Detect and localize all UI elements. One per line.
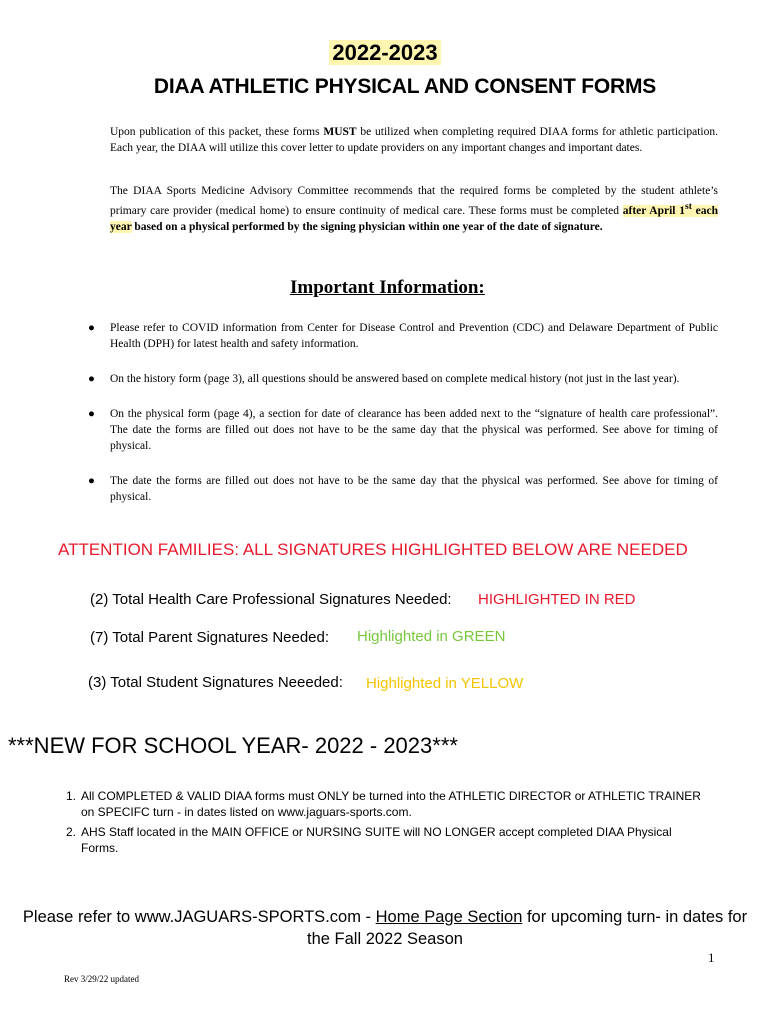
list-item: ● On the history form (page 3), all questions should be answered based on complete medical history (not just in the last year). [88, 373, 680, 385]
hcp-signatures-label: (2) Total Health Care Professional Signatures Needed: [90, 591, 452, 608]
parent-signatures-label: (7) Total Parent Signatures Needed: [90, 629, 330, 646]
page-title: DIAA ATHLETIC PHYSICAL AND CONSENT FORMS [153, 75, 657, 98]
home-page-section-link[interactable]: Home Page Section [375, 908, 523, 926]
parent-signatures-note: Highlighted in GREEN [357, 628, 506, 645]
bullet-icon: ● [88, 373, 95, 385]
hcp-signatures-note: HIGHLIGHTED IN RED [478, 591, 636, 608]
new-rules-list [66, 788, 706, 860]
bullet-icon: ● [88, 322, 95, 334]
footer-notice: Please refer to www.JAGUARS-SPORTS.com - Home Page Section for upcoming turn- in dates for the Fall 2022 Season [22, 908, 748, 948]
attention-banner: ATTENTION FAMILIES: ALL SIGNATURES HIGHLIGHTED BELOW ARE NEEDED [58, 540, 688, 559]
important-list [86, 320, 718, 524]
revision-note: Rev 3/29/22 updated [64, 974, 139, 984]
list-item: ● The date the forms are filled out does not have to be the same day that the physical was performed. See above for timing of physical. [88, 475, 718, 503]
important-heading: Important Information: [290, 277, 485, 298]
bullet-icon: ● [88, 475, 95, 487]
recommendation-paragraph: The DIAA Sports Medicine Advisory Committee recommends that the required forms be completed by the student athlete’s primary care provider (medical home) to ensure continuity of medical care. These forms must be completed after April 1st each year based on a physical performed by the signing physician within one year of the date of signature. [110, 185, 718, 233]
new-for-school-year-heading: ***NEW FOR SCHOOL YEAR- 2022 - 2023*** [8, 733, 458, 758]
year-title: 2022-2023 [0, 40, 770, 66]
list-item: ● Please refer to COVID information from Center for Disease Control and Prevention (CDC) and Delaware Department of Public Health (DPH) for latest health and safety information. [88, 322, 718, 350]
date-highlight: after April 1st each year [110, 201, 718, 233]
must-emphasis: MUST [323, 126, 357, 138]
list-item: 2. AHS Staff located in the MAIN OFFICE or NURSING SUITE will NO LONGER accept completed DIAA Physical Forms. [66, 825, 672, 855]
list-item: 1. All COMPLETED & VALID DIAA forms must ONLY be turned into the ATHLETIC DIRECTOR or ATHLETIC TRAINER on SPECIFC turn - in dates listed on www.jaguars-sports.com. [66, 789, 701, 819]
bullet-icon: ● [88, 408, 95, 420]
page-number: 1 [708, 950, 715, 965]
student-signatures-note: Highlighted in YELLOW [366, 675, 524, 692]
intro-paragraph: Upon publication of this packet, these forms MUST be utilized when completing required DIAA forms for athletic participation. Each year, the DIAA will utilize this cover letter to update providers on any important changes and important dates. [110, 126, 718, 154]
student-signatures-label: (3) Total Student Signatures Neeeded: [88, 674, 343, 691]
list-item: ● On the physical form (page 4), a section for date of clearance has been added next to the “signature of health care professional”. The date the forms are filled out does not have to be the same day that the physical was performed. See above for timing of physical. [88, 408, 718, 452]
